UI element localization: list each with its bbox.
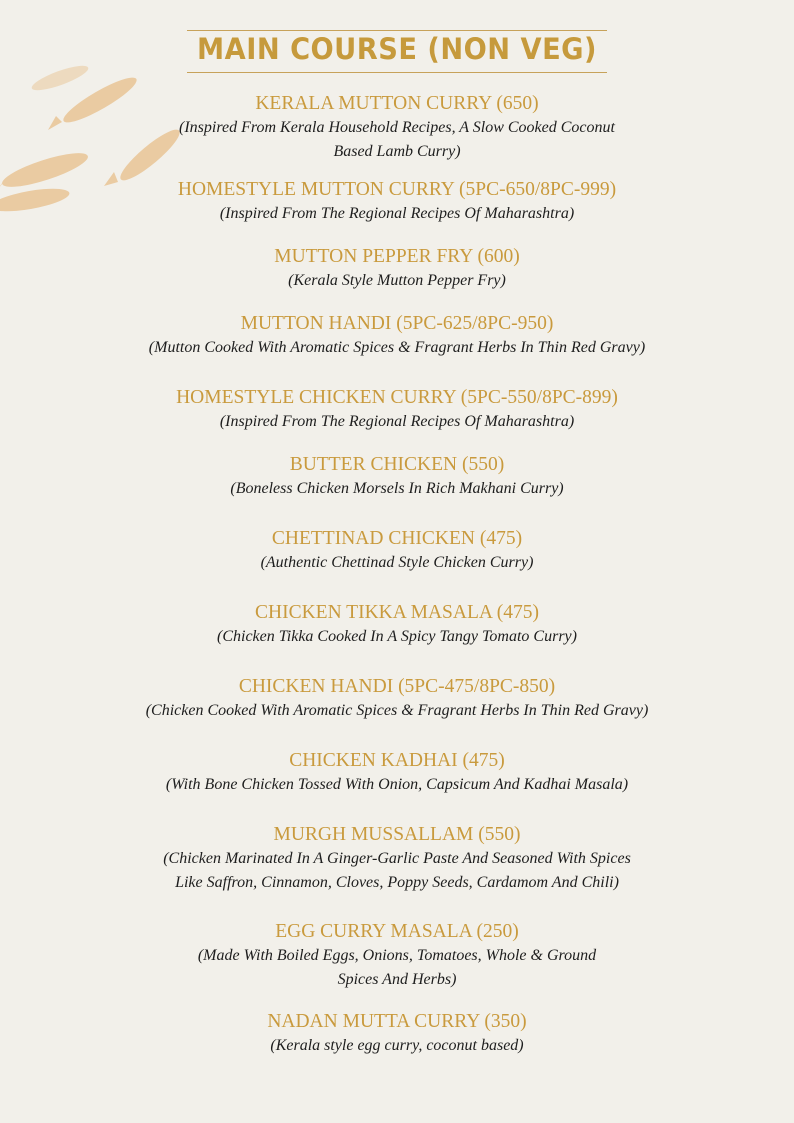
item-description-line: (Chicken Tikka Cooked In A Spicy Tangy Tomato Curry) [217,628,577,645]
item-name: MUTTON HANDI (5PC-625/8PC-950) [240,313,554,334]
item-description-line: (Kerala Style Mutton Pepper Fry) [288,272,506,289]
menu-item-butter-chicken [40,453,754,501]
menu-item-chicken-handi [40,675,754,723]
item-name: CHETTINAD CHICKEN (475) [271,528,523,549]
item-description-line: (Authentic Chettinad Style Chicken Curry) [260,554,534,571]
item-name: CHICKEN TIKKA MASALA (475) [254,602,540,623]
item-name: MURGH MUSSALLAM (550) [273,824,521,845]
item-description-line: Like Saffron, Cinnamon, Cloves, Poppy Seeds, Cardamom And Chili) [175,873,619,891]
title-top-rule [187,30,607,31]
item-description-line: (Chicken Marinated In A Ginger-Garlic Paste And Seasoned With Spices [163,850,631,867]
item-description-line: Based Lamb Curry) [333,142,461,160]
item-name: KERALA MUTTON CURRY (650) [255,93,539,114]
menu-item-murgh-mussallam [40,823,754,894]
item-description-line: (Kerala style egg curry, coconut based) [270,1037,524,1054]
menu-item-chicken-kadhai [40,749,754,797]
item-name: CHICKEN KADHAI (475) [289,750,505,771]
item-description-line: (With Bone Chicken Tossed With Onion, Capsicum And Kadhai Masala) [165,776,629,793]
menu-item-chettinad-chicken [40,527,754,575]
item-description-line: (Inspired From Kerala Household Recipes, A Slow Cooked Coconut [179,119,615,136]
menu-item-nadan-mutta-curry [40,1010,754,1058]
item-name: NADAN MUTTA CURRY (350) [267,1011,527,1032]
menu-item-egg-curry-masala [40,920,754,991]
item-description-line: (Chicken Cooked With Aromatic Spices & Fragrant Herbs In Thin Red Gravy) [145,702,649,719]
menu-item-chicken-tikka-masala [40,601,754,649]
page-title: MAIN COURSE (NON VEG) [197,32,597,66]
item-description-line: (Mutton Cooked With Aromatic Spices & Fragrant Herbs In Thin Red Gravy) [148,339,646,356]
item-description-line: (Made With Boiled Eggs, Onions, Tomatoes, Whole & Ground [197,947,597,964]
menu-item-homestyle-mutton-curry [40,178,754,226]
item-description-line: (Inspired From The Regional Recipes Of Maharashtra) [219,413,575,430]
item-name: EGG CURRY MASALA (250) [275,921,519,942]
item-description-line: (Boneless Chicken Morsels In Rich Makhani Curry) [230,480,564,497]
item-description-line: Spices And Herbs) [337,970,457,988]
menu-item-mutton-pepper-fry [40,245,754,293]
title-bottom-rule [187,72,607,73]
item-name: BUTTER CHICKEN (550) [289,454,505,475]
item-description-line: (Inspired From The Regional Recipes Of Maharashtra) [219,205,575,222]
item-name: CHICKEN HANDI (5PC-475/8PC-850) [238,676,556,697]
menu-item-mutton-handi [40,312,754,360]
item-name: HOMESTYLE MUTTON CURRY (5PC-650/8PC-999) [177,179,617,200]
menu-item-kerala-mutton-curry [40,92,754,163]
item-name: MUTTON PEPPER FRY (600) [274,246,520,267]
item-name: HOMESTYLE CHICKEN CURRY (5PC-550/8PC-899) [176,387,618,408]
menu-item-homestyle-chicken-curry [40,386,754,434]
